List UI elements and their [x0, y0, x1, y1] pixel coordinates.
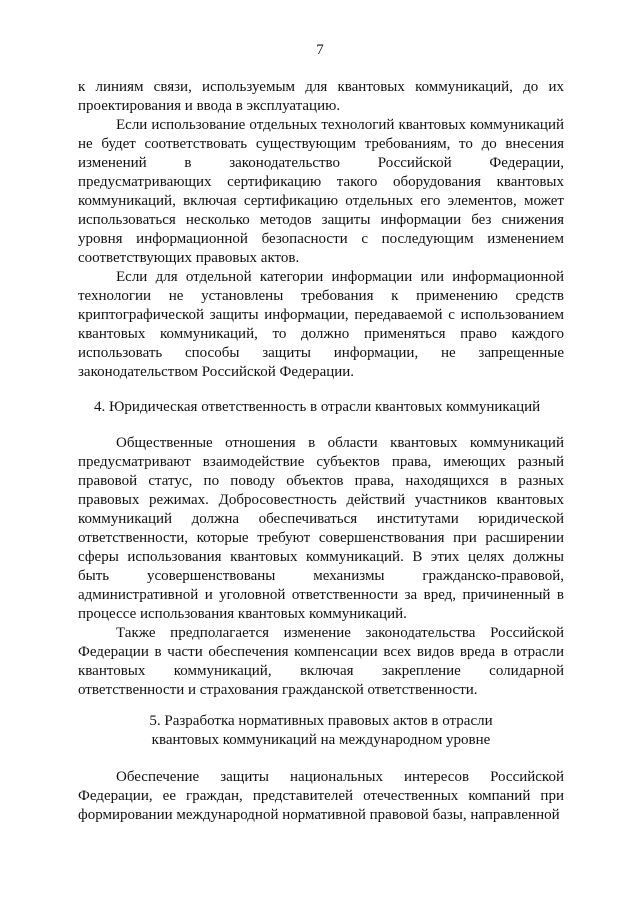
paragraph-certification: Если использование отдельных технологий квантовых коммуникаций не будет соответствовать существующим требованиям, то до внесения изменений в законодательство Российской Федерации, предусматривающих сертификацию такого оборудования квантовых коммуникаций, включая сертификацию отдельных его элементов, может использоваться несколько методов защиты информации без снижения уровня информационной безопасности с последующим изменением соответствующих правовых актов.	[78, 117, 564, 266]
paragraph-compensation: Также предполагается изменение законодательства Российской Федерации в части обеспечения компенсации всех видов вреда в отрасли квантовых коммуникаций, включая закрепление солидарной ответственности и страхования гражданской ответственности.	[78, 625, 564, 698]
paragraph-legal-relations: Общественные отношения в области квантовых коммуникаций предусматривают взаимодействие субъектов права, имеющих разный правовой статус, по поводу объектов права, находящихся в разных правовых режимах. Добросовестность действий участников квантовых коммуникаций должна обеспечиваться институтами юридической ответственности, которые требуют совершенствования при расширении сферы использования квантовых коммуникаций. В этих целях должны быть усовершенствованы механизмы гражданско-правовой, административной и уголовной ответственности за вред, причиненный в процессе использования квантовых коммуникаций.	[78, 435, 564, 622]
page-number: 7	[316, 42, 324, 58]
paragraph-crypto-protection: Если для отдельной категории информации или информационной технологии не установлены требования к применению средств криптографической защиты информации, передаваемой с использованием квантовых коммуникаций, то должно применяться право каждого использовать способы защиты информации, не запрещенные законодательством Российской Федерации.	[78, 269, 564, 380]
continuation-paragraph: к линиям связи, используемым для квантовых коммуникаций, до их проектирования и ввода в эксплуатацию.	[78, 79, 564, 114]
section-5-body	[78, 768, 564, 825]
paragraph-national-interests: Обеспечение защиты национальных интересов Российской Федерации, ее граждан, представителей отечественных компаний при формировании международной нормативной правовой базы, направленной	[78, 769, 564, 823]
text-block-1	[78, 78, 564, 382]
section-5-heading-line-1: 5. Разработка нормативных правовых актов в отрасли	[149, 713, 493, 729]
section-5-heading-line-2: квантовых коммуникаций на международном уровне	[151, 732, 491, 748]
section-4-heading: 4. Юридическая ответственность в отрасли квантовых коммуникаций	[94, 399, 541, 415]
section-4-body	[78, 434, 564, 700]
section-5-heading	[78, 712, 564, 750]
